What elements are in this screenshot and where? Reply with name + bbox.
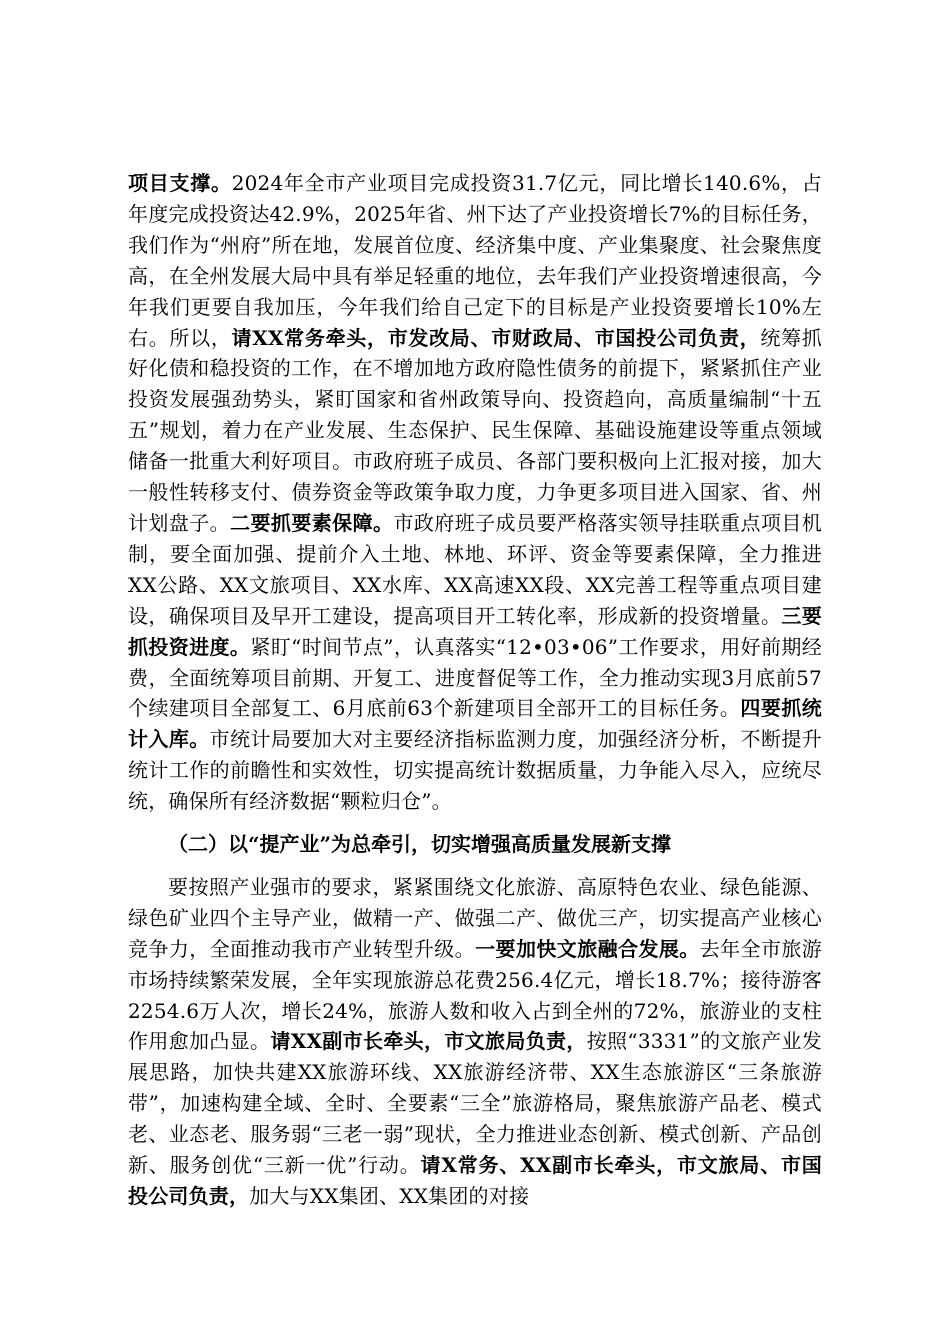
text-factor-guarantee: 市政府班子成员要严格落实领导挂联重点项目机制，要全面加强、提前介入土地、林地、环评、资金等要素保障，全力推进XX公路、XX文旅项目、XX水库、XX高速XX段、XX完善工程等重点项目建设，确保项目及早开工建设，提高项目开工转化率，形成新的投资增量。 [128, 510, 822, 628]
bold-lead-culture-tourism: 一要加快文旅融合发展。 [475, 936, 700, 961]
bold-responsibility-1: 请XX常务牵头，市发改局、市财政局、市国投公司负责， [231, 325, 761, 350]
document-page [128, 168, 822, 1212]
section-heading-2: （二）以“提产业”为总牵引，切实增强高质量发展新支撑 [168, 832, 672, 857]
bold-responsibility-2: 请XX副市长牵头，市文旅局负责， [270, 1029, 587, 1054]
text-group-docking: 加大与XX集团、XX集团的对接 [249, 1184, 530, 1208]
bold-responsibility-3: 请X常务、XX副市长牵头，市文旅局、市国投公司负责， [128, 1153, 823, 1208]
text-investment-progress: 紧盯“时间节点”，认真落实“12•03•06”工作要求，用好前期经费，全面统筹项目前期、开复工、进度督促等工作，全力推动实现3月底前57个续建项目全部复工、6月底前63个新建项目全部开工的目标任务。 [128, 634, 822, 721]
paragraph-industry [128, 872, 822, 1212]
bold-lead-investment-progress: 三要抓投资进度。 [128, 603, 822, 659]
bold-lead-statistics: 四要抓统计入库。 [128, 696, 822, 752]
bold-lead-project-support: 项目支撑。 [128, 171, 232, 195]
bold-lead-factor-guarantee: 二要抓要素保障。 [230, 510, 394, 535]
paragraph-project-support [128, 168, 822, 817]
text-investment-stats: 2024年全市产业项目完成投资31.7亿元，同比增长140.6%，占年度完成投资达42.9%，2025年省、州下达了产业投资增长7%的目标任务，我们作为“州府”所在地，发展首位度、经济集中度、产业集聚度、社会聚焦度高，在全州发展大局中具有举足轻重的地位，去年我们产业投资增速很高，今年我们更要自我加压，今年我们给自己定下的目标是产业投资要增长10%左右。所以， [128, 171, 822, 350]
text-tourism-stats: 去年全市旅游市场持续繁荣发展，全年实现旅游总花费256.4亿元，增长18.7%；接待游客2254.6万人次，增长24%，旅游人数和收入占到全州的72%，旅游业的支柱作用愈加凸显。 [128, 936, 823, 1054]
text-statistics: 市统计局要加大对主要经济指标监测力度，加强经济分析，不断提升统计工作的前瞻性和实效性，切实提高统计数据质量，力争能入尽入，应统尽统，确保所有经济数据“颗粒归仓”。 [128, 727, 822, 814]
text-industry-intro: 要按照产业强市的要求，紧紧围绕文化旅游、高原特色农业、绿色能源、绿色矿业四个主导产业，做精一产、做强二产、做优三产，切实提高产业核心竞争力，全面推动我市产业转型升级。 [128, 874, 822, 961]
text-debt-and-investment: 统筹抓好化债和稳投资的工作，在不增加地方政府隐性债务的前提下，紧紧抓住产业投资发展强劲势头，紧盯国家和省州政策导向、投资趋向，高质量编制“十五五”规划，着力在产业发展、生态保护、民生保障、基础设施建设等重点领域储备一批重大利好项目。市政府班子成员、各部门要积极向上汇报对接，加大一般性转移支付、债券资金等政策争取力度，力争更多项目进入国家、省、州计划盘子。 [128, 325, 822, 535]
text-tourism-plan: 按照“3331”的文旅产业发展思路，加快共建XX旅游环线、XX旅游经济带、XX生态旅游区“三条旅游带”，加速构建全域、全时、全要素“三全”旅游格局，聚焦旅游产品老、模式老、业态老、服务弱“三老一弱”现状，全力推进业态创新、模式创新、产品创新、服务创优“三新一优”行动。 [128, 1029, 822, 1178]
